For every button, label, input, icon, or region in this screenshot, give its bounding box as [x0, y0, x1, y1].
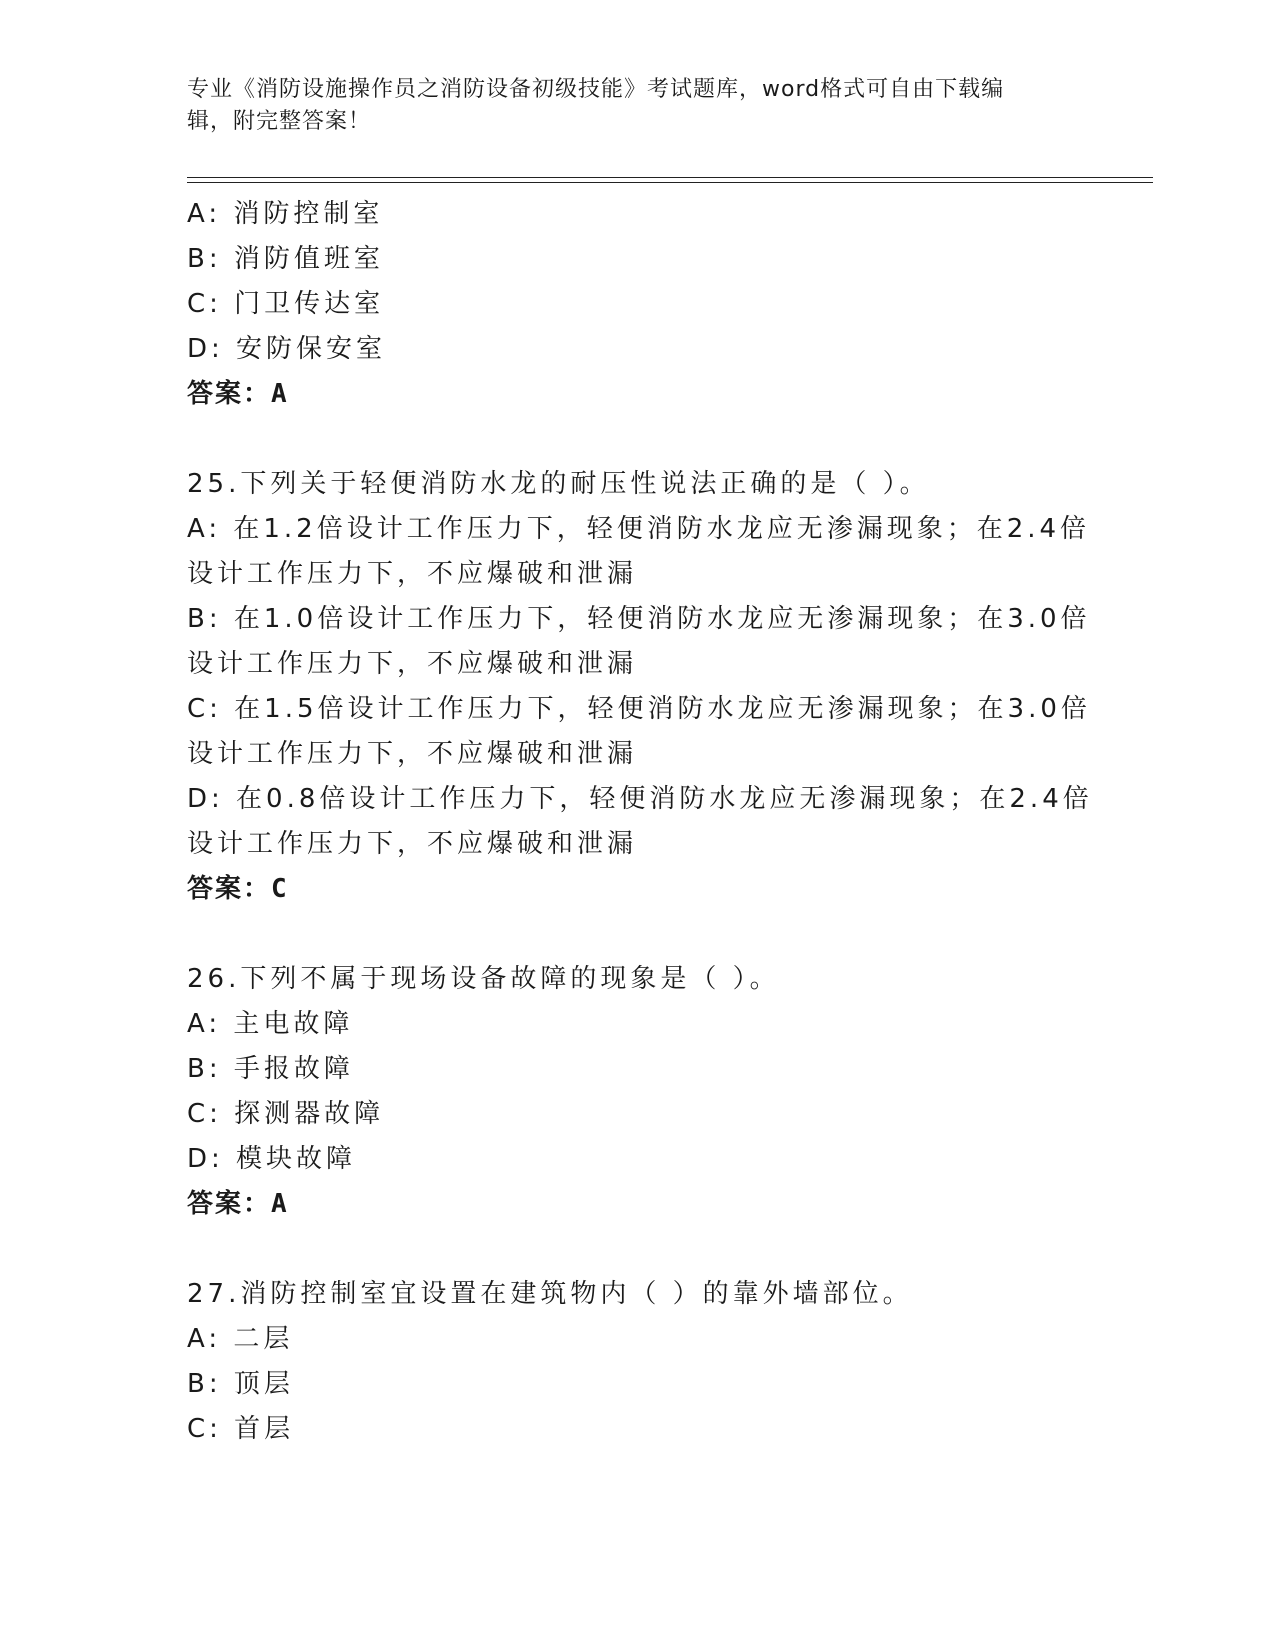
option-d-line-2: 设计工作压力下，不应爆破和泄漏	[187, 829, 638, 859]
question-25	[187, 462, 1093, 912]
option-b-line-1: B: 在1.0倍设计工作压力下，轻便消防水龙应无渗漏现象；在3.0倍	[187, 604, 1091, 634]
option-c: C: 首层	[187, 1414, 295, 1444]
option-a-line-2: 设计工作压力下，不应爆破和泄漏	[187, 559, 638, 589]
option-a: A: 主电故障	[187, 1009, 354, 1039]
option-c-line-2: 设计工作压力下，不应爆破和泄漏	[187, 739, 638, 769]
option-a-line-1: A: 在1.2倍设计工作压力下，轻便消防水龙应无渗漏现象；在2.4倍	[187, 514, 1091, 544]
answer	[187, 867, 1087, 912]
option-d: D: 安防保安室	[187, 334, 387, 364]
question-26	[187, 957, 1087, 1227]
option-a: A: 二层	[187, 1324, 294, 1354]
answer	[187, 372, 1087, 417]
header-divider-bottom	[187, 182, 1153, 183]
answer-value: C	[271, 874, 289, 904]
option-d: D: 模块故障	[187, 1144, 357, 1174]
spacer	[187, 417, 1087, 462]
document-header	[187, 74, 1067, 138]
spacer	[187, 912, 1087, 957]
answer-label: 答案：	[187, 379, 272, 409]
question-text: 27.消防控制室宜设置在建筑物内（ ）的靠外墙部位。	[187, 1279, 913, 1309]
option-a: A: 消防控制室	[187, 199, 384, 229]
question-list	[187, 192, 1093, 1452]
answer-label: 答案：	[187, 874, 272, 904]
spacer	[187, 1227, 1087, 1272]
question-24	[187, 192, 1087, 417]
option-c: C: 门卫传达室	[187, 289, 385, 319]
header-line-2: 辑，附完整答案！	[187, 109, 372, 134]
option-b-line-2: 设计工作压力下，不应爆破和泄漏	[187, 649, 638, 679]
header-divider-top	[187, 177, 1153, 178]
answer-value: A	[271, 379, 289, 409]
option-b: B: 手报故障	[187, 1054, 354, 1084]
option-d-line-1: D: 在0.8倍设计工作压力下，轻便消防水龙应无渗漏现象；在2.4倍	[187, 784, 1093, 814]
question-text: 25.下列关于轻便消防水龙的耐压性说法正确的是（ ）。	[187, 469, 930, 499]
header-line-1: 专业《消防设施操作员之消防设备初级技能》考试题库，word格式可自由下载编	[187, 77, 1005, 102]
answer	[187, 1182, 1087, 1227]
answer-value: A	[271, 1189, 289, 1219]
option-c-line-1: C: 在1.5倍设计工作压力下，轻便消防水龙应无渗漏现象；在3.0倍	[187, 694, 1091, 724]
answer-label: 答案：	[187, 1189, 272, 1219]
question-text: 26.下列不属于现场设备故障的现象是（ ）。	[187, 964, 780, 994]
option-c: C: 探测器故障	[187, 1099, 385, 1129]
option-b: B: 消防值班室	[187, 244, 384, 274]
option-b: B: 顶层	[187, 1369, 294, 1399]
question-27	[187, 1272, 1087, 1452]
